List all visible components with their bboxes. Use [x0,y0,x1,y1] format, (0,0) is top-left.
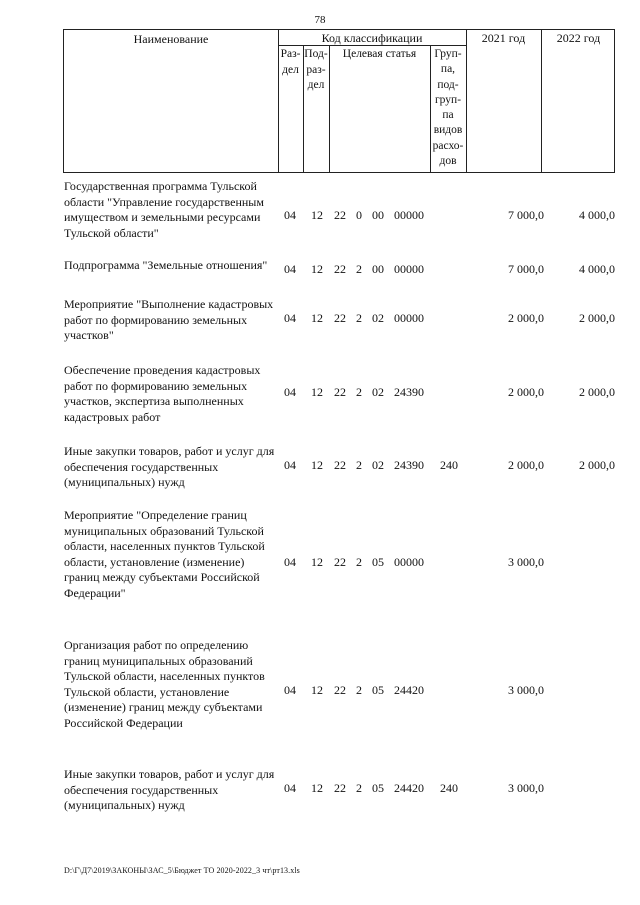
podrazdel-cell: 12 [311,208,323,222]
celevaya-program-cell: 22 [334,208,346,222]
header-gruppa: Груп- па, под- груп- па видов расхо- дов [432,48,464,168]
value-2021-cell: 3 000,0 [508,683,544,697]
value-2021-cell: 7 000,0 [508,262,544,276]
celevaya-subprogram-cell: 2 [356,781,362,795]
value-2022-cell: 2 000,0 [579,311,615,325]
celevaya-subprogram-cell: 0 [356,208,362,222]
value-2021-cell: 3 000,0 [508,781,544,795]
celevaya-main-cell: 05 [372,781,384,795]
celevaya-program-cell: 22 [334,555,346,569]
value-2022-cell: 4 000,0 [579,208,615,222]
header-code: Код классификации [321,31,423,45]
header-razdel: Раз- дел [280,48,301,76]
celevaya-direction-cell: 00000 [394,311,424,325]
value-2021-cell: 3 000,0 [508,555,544,569]
celevaya-main-cell: 05 [372,555,384,569]
table-header [63,29,615,173]
razdel-cell: 04 [284,683,296,697]
celevaya-main-cell: 00 [372,262,384,276]
page-number: 78 [314,14,326,26]
podrazdel-cell: 12 [311,262,323,276]
celevaya-direction-cell: 24390 [394,458,424,472]
row-name: Обеспечение проведения кадастровых работ по формированию земельных участков, экспертиза выполненных кадастровых работ [64,363,261,424]
razdel-cell: 04 [284,458,296,472]
celevaya-program-cell: 22 [334,311,346,325]
value-2022-cell: 2 000,0 [579,385,615,399]
celevaya-direction-cell: 00000 [394,208,424,222]
celevaya-program-cell: 22 [334,262,346,276]
celevaya-main-cell: 02 [372,311,384,325]
razdel-cell: 04 [284,555,296,569]
row-name: Государственная программа Тульской области "Управление государственным имуществом и земельными ресурсами Тульской области" [64,179,264,240]
podrazdel-cell: 12 [311,385,323,399]
value-2021-cell: 2 000,0 [508,385,544,399]
divider [466,30,467,172]
row-name: Иные закупки товаров, работ и услуг для обеспечения государственных (муниципальных) нужд [64,767,275,812]
celevaya-program-cell: 22 [334,458,346,472]
celevaya-main-cell: 02 [372,458,384,472]
razdel-cell: 04 [284,262,296,276]
celevaya-direction-cell: 24420 [394,781,424,795]
razdel-cell: 04 [284,385,296,399]
value-2021-cell: 2 000,0 [508,458,544,472]
row-name: Подпрограмма "Земельные отношения" [64,258,268,272]
razdel-cell: 04 [284,781,296,795]
celevaya-subprogram-cell: 2 [356,262,362,276]
celevaya-main-cell: 02 [372,385,384,399]
value-2022-cell: 4 000,0 [579,262,615,276]
celevaya-subprogram-cell: 2 [356,311,362,325]
row-name: Иные закупки товаров, работ и услуг для обеспечения государственных (муниципальных) нужд [64,444,275,489]
header-podrazdel: Под- раз- дел [304,48,328,91]
podrazdel-cell: 12 [311,311,323,325]
celevaya-subprogram-cell: 2 [356,683,362,697]
vid-rashodov-cell: 240 [440,781,458,795]
vid-rashodov-cell: 240 [440,458,458,472]
celevaya-program-cell: 22 [334,781,346,795]
celevaya-main-cell: 00 [372,208,384,222]
file-path-footer: D:\Г\Д7\2019\ЗАКОНЫ\ЗАС_5\Бюджет ТО 2020-2022_3 чт\рт13.xls [64,866,300,875]
podrazdel-cell: 12 [311,781,323,795]
header-2022: 2022 год [556,31,601,45]
row-name: Мероприятие "Определение границ муниципальных образований Тульской области, населенных пунктов Тульской области, установление (изменение) границ между субъектами Российской Федерации" [64,508,265,600]
celevaya-subprogram-cell: 2 [356,555,362,569]
celevaya-direction-cell: 00000 [394,262,424,276]
razdel-cell: 04 [284,311,296,325]
value-2021-cell: 7 000,0 [508,208,544,222]
header-celevaya-statya: Целевая статья [342,48,417,60]
header-2021: 2021 год [481,31,526,45]
celevaya-direction-cell: 24390 [394,385,424,399]
value-2022-cell: 2 000,0 [579,458,615,472]
header-name: Наименование [133,32,209,46]
value-2021-cell: 2 000,0 [508,311,544,325]
divider [541,30,542,172]
celevaya-direction-cell: 24420 [394,683,424,697]
celevaya-main-cell: 05 [372,683,384,697]
podrazdel-cell: 12 [311,555,323,569]
row-name: Организация работ по определению границ муниципальных образований Тульской области, населенных пунктов Тульской области, установление (изменение) границ между субъектами Российской Федерации [64,638,265,730]
celevaya-subprogram-cell: 2 [356,458,362,472]
podrazdel-cell: 12 [311,458,323,472]
row-name: Мероприятие "Выполнение кадастровых работ по формированию земельных участков" [64,297,274,342]
celevaya-program-cell: 22 [334,385,346,399]
celevaya-direction-cell: 00000 [394,555,424,569]
celevaya-subprogram-cell: 2 [356,385,362,399]
razdel-cell: 04 [284,208,296,222]
celevaya-program-cell: 22 [334,683,346,697]
podrazdel-cell: 12 [311,683,323,697]
divider [329,45,330,172]
